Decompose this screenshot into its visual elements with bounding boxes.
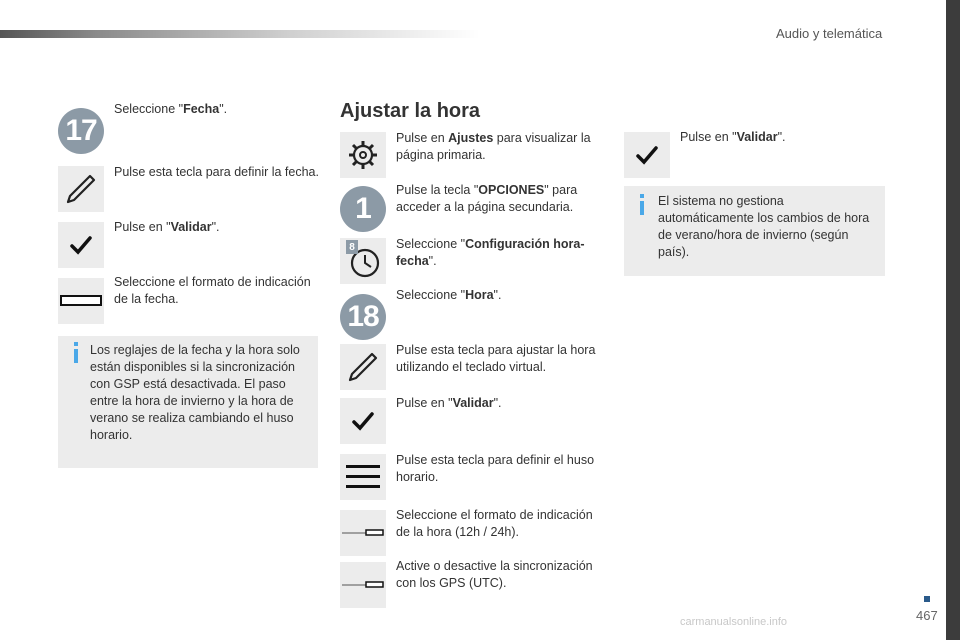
validar-button-right[interactable]: [624, 132, 670, 178]
pencil-button-time[interactable]: [340, 344, 386, 390]
check-icon: [351, 409, 375, 433]
gear-icon: [347, 139, 379, 171]
step-17-badge: 17: [58, 108, 104, 154]
check-icon: [69, 233, 93, 257]
validar-text-right: Pulse en "Validar".: [680, 130, 786, 144]
pencil-text-date: Pulse esta tecla para definir la fecha.: [114, 165, 319, 179]
toggle-icon: [340, 527, 386, 539]
validar-button-time[interactable]: [340, 398, 386, 444]
step-1-badge: 1: [340, 186, 386, 232]
gps-sync-toggle[interactable]: [340, 562, 386, 608]
info-icon-bar: [74, 349, 78, 363]
validar-text-time: Pulse en "Validar".: [396, 396, 502, 410]
hora-text: Seleccione "Hora".: [396, 288, 502, 302]
info-icon-bar: [640, 201, 644, 215]
watermark: carmanualsonline.info: [680, 616, 788, 628]
validar-text-date: Pulse en "Validar".: [114, 220, 220, 234]
date-format-button[interactable]: [58, 278, 104, 324]
pencil-button[interactable]: [58, 166, 104, 212]
top-decorative-bar: [0, 30, 480, 38]
timezone-button[interactable]: [340, 454, 386, 500]
step-8-badge: 8: [346, 240, 358, 254]
right-edge-bar: [946, 0, 960, 640]
page-marker: [924, 596, 930, 602]
validar-button-date[interactable]: [58, 222, 104, 268]
opciones-text: Pulse la tecla "OPCIONES" para acceder a la página secundaria.: [396, 183, 578, 214]
time-format-toggle[interactable]: [340, 510, 386, 556]
date-format-text: Seleccione el formato de indicación de la fecha.: [114, 275, 311, 306]
check-icon: [635, 143, 659, 167]
toggle-icon: [340, 579, 386, 591]
page-number: 467: [916, 608, 938, 623]
info-icon: [74, 342, 78, 346]
info-icon: [640, 194, 644, 198]
format-selector-icon: [60, 294, 102, 308]
time-format-text: Seleccione el formato de indicación de la hora (12h / 24h).: [396, 508, 593, 539]
gps-text: Active o desactive la sincronización con los GPS (UTC).: [396, 559, 593, 590]
page-heading: Ajustar la hora: [340, 100, 481, 122]
pencil-icon: [64, 172, 98, 206]
settings-button[interactable]: [340, 132, 386, 178]
section-title: Audio y telemática: [776, 26, 883, 41]
pencil-text-time: Pulse esta tecla para ajustar la hora utilizando el teclado virtual.: [396, 343, 596, 374]
info-text-time: El sistema no gestiona automáticamente los cambios de hora de verano/hora de invierno (según país).: [658, 194, 870, 259]
menu-icon: [345, 462, 381, 492]
config-text: Seleccione "Configuración hora-fecha".: [396, 237, 585, 268]
huso-text: Pulse esta tecla para definir el huso horario.: [396, 453, 595, 484]
step-18-badge: 18: [340, 294, 386, 340]
info-text-date: Los reglajes de la fecha y la hora solo están disponibles si la sincronización con GSP está desactivada. El paso entre la hora de invierno y la hora de verano se realiza cambiando el huso horario.: [90, 343, 300, 442]
pencil-icon: [346, 350, 380, 384]
step-17-text: Seleccione "Fecha".: [114, 102, 228, 116]
ajustes-text: Pulse en Ajustes para visualizar la página primaria.: [396, 131, 591, 162]
